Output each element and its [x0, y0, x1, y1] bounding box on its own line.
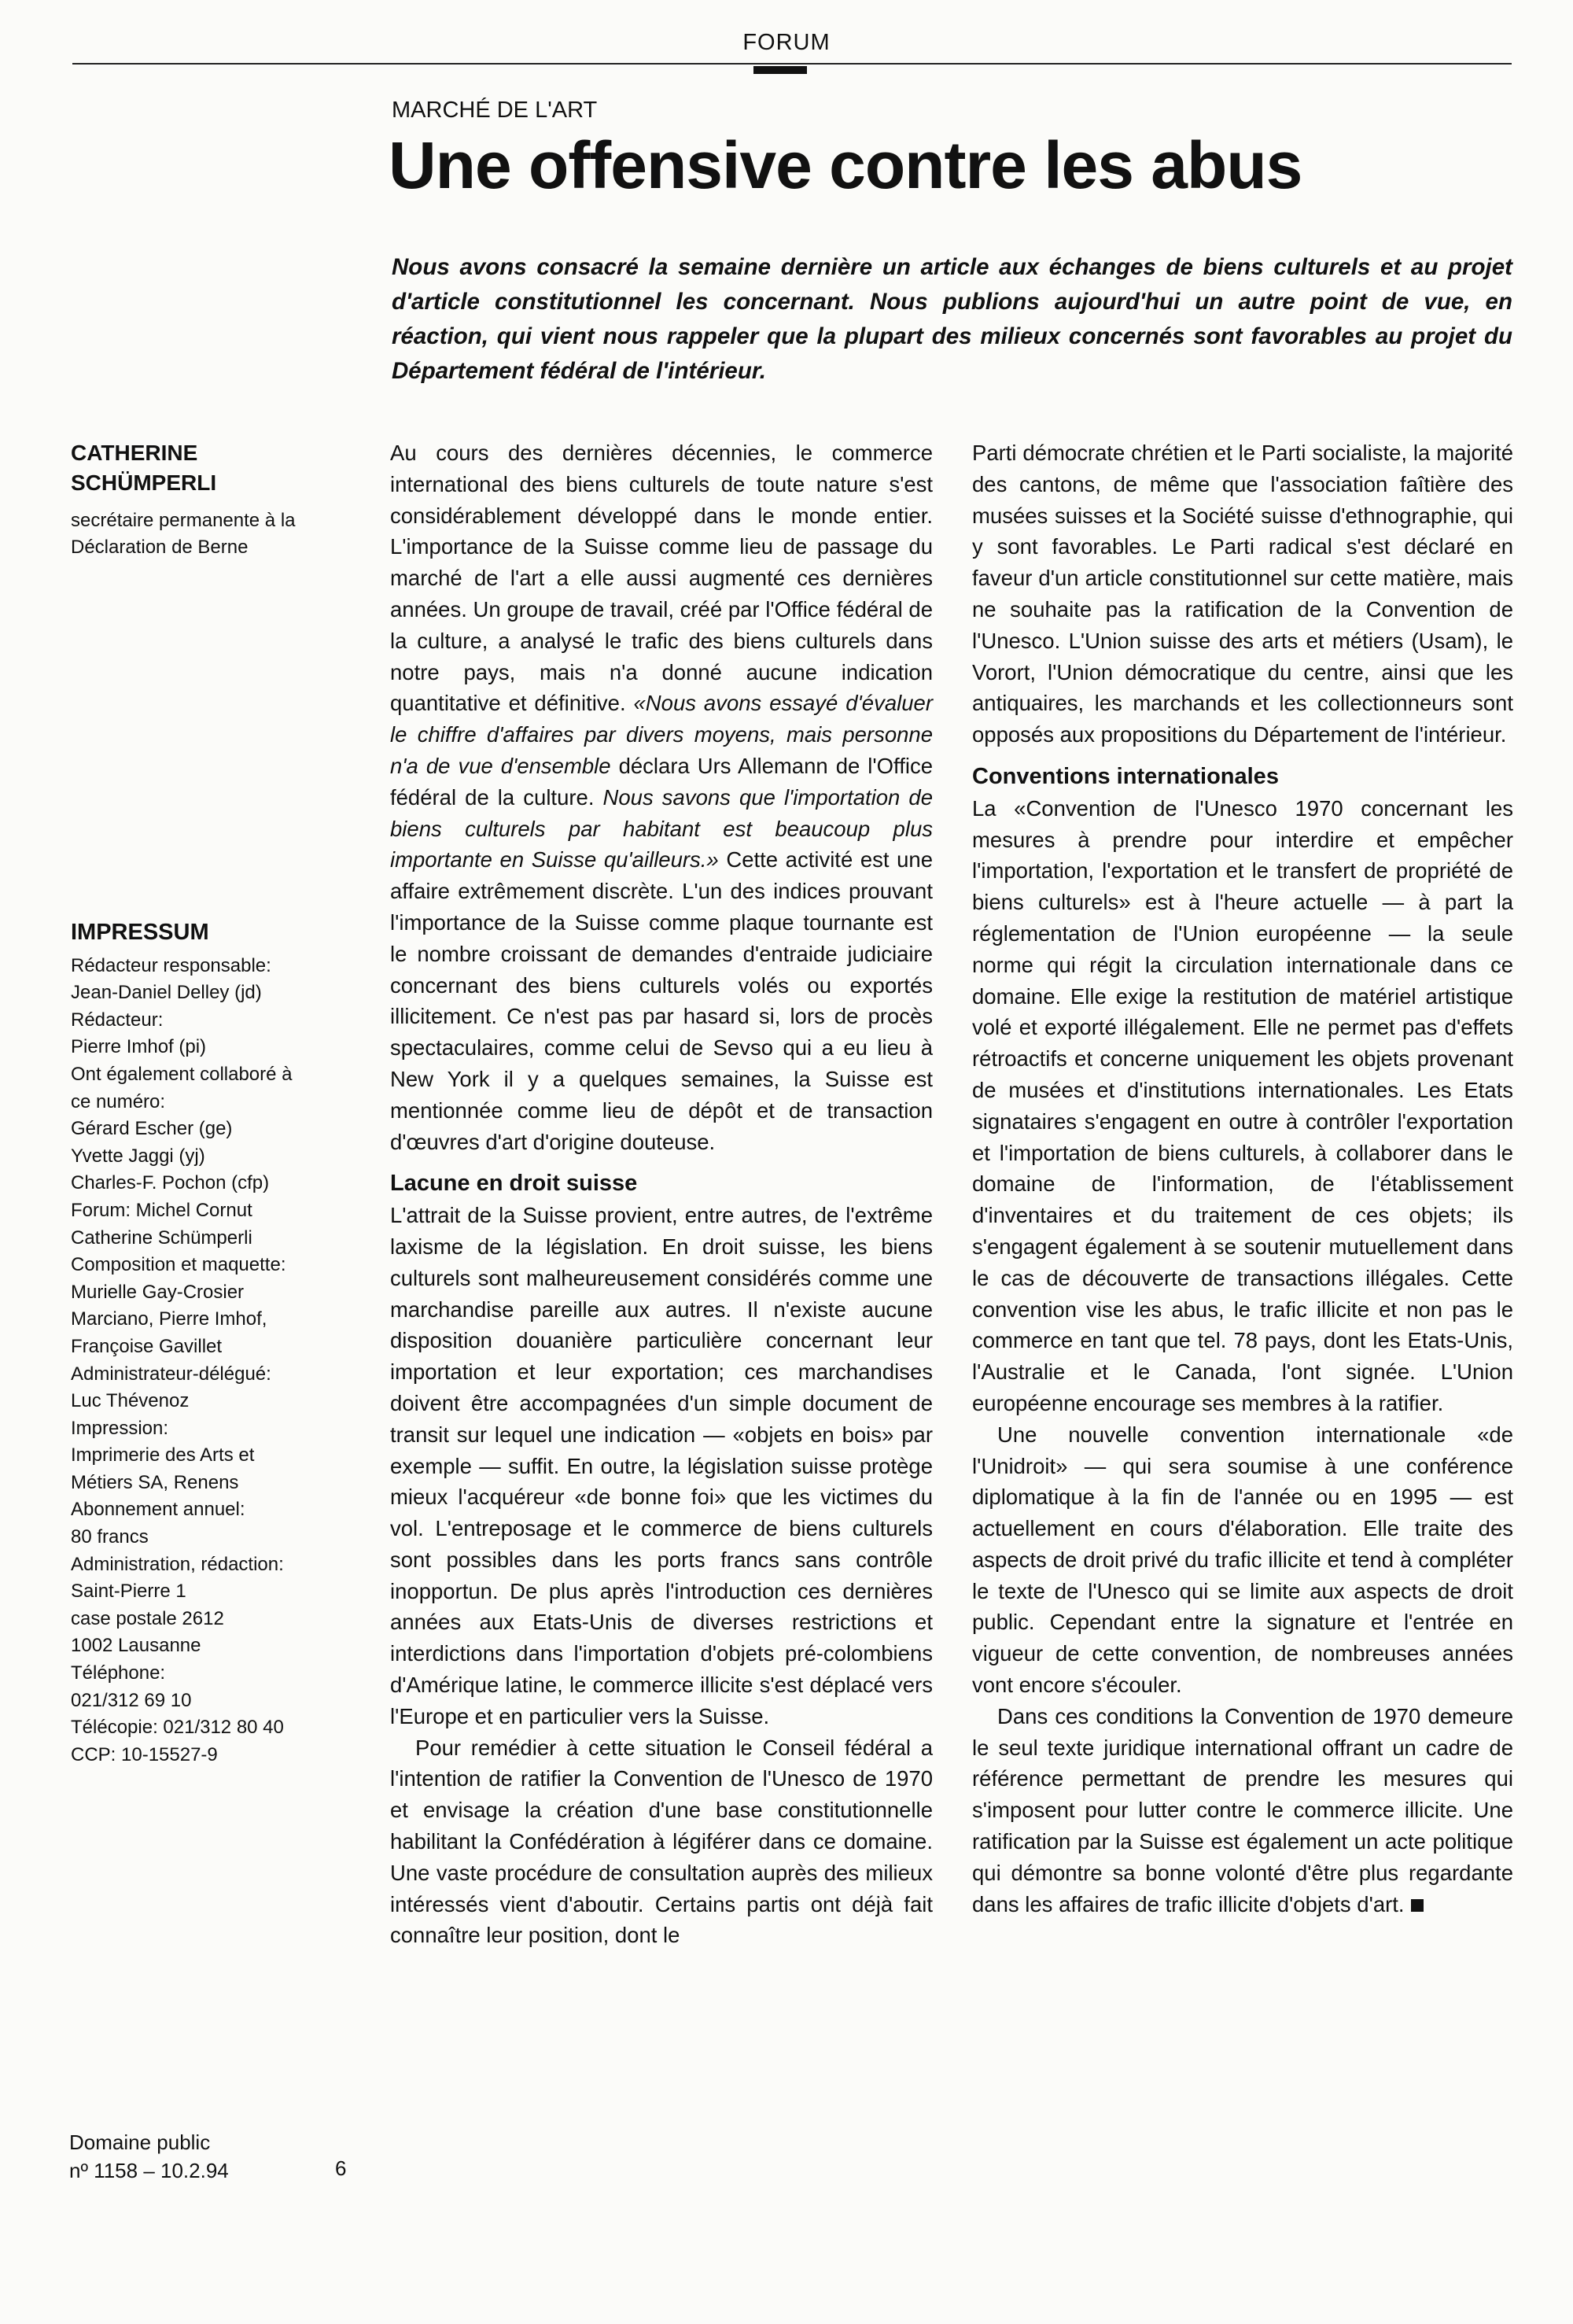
- impressum-line: Rédacteur:: [71, 1009, 164, 1031]
- header-rule-marker: [753, 66, 807, 74]
- impressum-line: Téléphone:: [71, 1662, 166, 1684]
- impressum-line: 80 francs: [71, 1526, 149, 1548]
- impressum-line: Ont également collaboré à: [71, 1063, 293, 1085]
- impressum-line: Saint-Pierre 1: [71, 1581, 186, 1603]
- impressum-line: Charles-F. Pochon (cfp): [71, 1172, 270, 1194]
- article-column-1: [390, 437, 933, 1951]
- paragraph-intro-text-e: Cette activité est une affaire extrêmement discrète. L'un des indices prouvant l'importance de la Suisse comme plaque tournante est le nombre croissant de demandes d'entraide judiciaire concernant des biens culturels volés ou exportés illicitement. Ce n'est pas par hasard si, lors de procès spectaculaires, comme celui de Sevso qui a eu lieu à New York il y a quelques semaines, la Suisse est mentionnée comme lieu de dépôt et de transaction d'œuvres d'art d'origine douteuse.: [390, 847, 933, 1154]
- impressum-line: Métiers SA, Renens: [71, 1471, 239, 1493]
- impressum-line: Jean-Daniel Delley (jd): [71, 982, 262, 1004]
- footer-publication: [69, 2128, 229, 2185]
- author-name-line1: CATHERINE: [71, 441, 198, 465]
- impressum-line: Catherine Schümperli: [71, 1227, 252, 1249]
- author-name: [71, 438, 216, 498]
- impressum-line: Administration, rédaction:: [71, 1553, 284, 1575]
- footer-publication-name: Domaine public: [69, 2130, 211, 2154]
- article-title: Une offensive contre les abus: [389, 128, 1302, 202]
- impressum-line: 021/312 69 10: [71, 1689, 192, 1711]
- impressum-heading: IMPRESSUM: [71, 920, 209, 945]
- impressum-line: Abonnement annuel:: [71, 1499, 245, 1521]
- impressum-line: Composition et maquette:: [71, 1254, 286, 1276]
- end-of-article-mark: [1411, 1899, 1424, 1912]
- impressum-line: Pierre Imhof (pi): [71, 1036, 207, 1058]
- impressum-line: Forum: Michel Cornut: [71, 1199, 252, 1221]
- section-label: FORUM: [742, 30, 831, 55]
- paragraph-intro-text-c: déclara Urs Allemann de l'Office fédéral de la culture.: [390, 753, 933, 810]
- subheading-conventions: Conventions internationales: [972, 763, 1279, 789]
- impressum-line: ce numéro:: [71, 1090, 166, 1112]
- article-lead: Nous avons consacré la semaine dernière un article aux échanges de biens culturels et au projet d'article constitutionnel les concernant. Nous publions aujourd'hui un autre point de vue, en réaction, qui vient nous rappeler que la plupart des milieux concernés sont favorables au projet du Département fédéral de l'intérieur.: [392, 254, 1512, 384]
- header-rule: [72, 63, 1512, 65]
- impressum-line: Murielle Gay-Crosier: [71, 1281, 245, 1303]
- impressum-line: Imprimerie des Arts et: [71, 1444, 255, 1466]
- subheading-lacune: Lacune en droit suisse: [390, 1171, 638, 1197]
- quote-allemann-1: «Nous avons essayé d'évaluer le chiffre d'affaires par divers moyens, mais personne n'a de vue d'ensemble: [390, 691, 933, 778]
- paragraph-remedy-continued: Parti démocrate chrétien et le Parti socialiste, la majorité des cantons, de même que l'association faîtière des musées suisses et la Société suisse d'ethnographie, qui y sont favorables. Le Parti radical s'est déclaré en faveur d'un article constitutionnel sur cette matière, mais ne souhaite pas la ratification de la Convention de l'Unesco. L'Union suisse des arts et métiers (Usam), le Vorort, l'Union démocratique du centre, ainsi que les antiquaires, les marchands et les collectionneurs sont opposés aux propositions du Département de l'intérieur.: [972, 441, 1513, 747]
- author-role: secrétaire permanente à la Déclaration de Berne: [71, 510, 296, 558]
- paragraph-conclusion: [972, 1701, 1513, 1920]
- article-kicker: MARCHÉ DE L'ART: [392, 98, 598, 123]
- page-number: 6: [335, 2156, 347, 2180]
- impressum-line: Télécopie: 021/312 80 40: [71, 1717, 284, 1739]
- paragraph-intro-text-a: Au cours des dernières décennies, le commerce international des biens culturels de toute nature s'est considérablement développé dans le monde entier. L'importance de la Suisse comme lieu de passage du marché de l'art a elle aussi augmenté ces dernières années. Un groupe de travail, créé par l'Office fédéral de la culture, a analysé le trafic des biens culturels dans notre pays, mais n'a donné aucune indication quantitative et définitive.: [390, 441, 933, 716]
- article-column-2: [972, 437, 1513, 1920]
- paragraph-intro: [390, 437, 933, 1157]
- paragraph-unidroit: Une nouvelle convention internationale «de l'Unidroit» — qui sera soumise à une conférence diplomatique à la fin de l'année ou en 1995 — est actuellement en cours d'élaboration. Elle traite des aspects de droit privé du trafic illicite et tend à compléter le texte de l'Unesco qui se limite aux aspects de droit public. Cependant entre la signature et l'entrée en vigueur de cette convention, de nombreuses années vont encore s'écouler.: [972, 1422, 1513, 1698]
- author-name-line2: SCHÜMPERLI: [71, 470, 217, 495]
- paragraph-unesco: La «Convention de l'Unesco 1970 concernant les mesures à prendre pour interdire et empêcher l'importation, l'exportation et le transfert de propriété de biens culturels» est à l'heure actuelle — à part la réglementation de l'Union européenne — la seule norme qui régit la circulation internationale dans ce domaine. Elle exige la restitution de matériel artistique volé et exporté illégalement. Elle ne permet pas d'effets rétroactifs et concerne uniquement les objets provenant de musées et d'institutions internationales. Les Etats signataires s'engagent en outre à contrôler l'exportation et l'importation de biens culturels, à collaborer dans le domaine de l'information, de l'établissement d'inventaires et du traitement de ces objets; ils s'engagent également à se soutenir mutuellement dans le cas de découverte de transactions illégales. Cette convention vise les abus, le trafic illicite et non pas le commerce en tant que tel. 78 pays, dont les Etats-Unis, l'Australie et le Canada, l'ont signée. L'Union européenne encourage ses membres à la ratifier.: [972, 795, 1513, 1415]
- impressum-line: 1002 Lausanne: [71, 1635, 201, 1657]
- impressum-line: Marciano, Pierre Imhof,: [71, 1308, 267, 1330]
- impressum-line: Luc Thévenoz: [71, 1390, 190, 1412]
- impressum-line: Impression:: [71, 1417, 169, 1439]
- footer-issue: nº 1158 – 10.2.94: [69, 2159, 229, 2182]
- quote-allemann-2: Nous savons que l'importation de biens culturels par habitant est beaucoup plus importante en Suisse qu'ailleurs.»: [390, 784, 933, 872]
- impressum-line: CCP: 10-15527-9: [71, 1743, 218, 1765]
- impressum-line: case postale 2612: [71, 1607, 224, 1629]
- impressum-line: Yvette Jaggi (yj): [71, 1145, 205, 1167]
- paragraph-lacune: L'attrait de la Suisse provient, entre autres, de l'extrême laxisme de la législation. En droit suisse, les biens culturels sont malheureusement considérés comme une marchandise pareille aux autres. Il n'existe aucune disposition douanière particulière concernant leur importation et leur exportation; ces marchandises doivent être accompagnées d'un simple document de transit sur lequel une indication — «objets en bois» par exemple — suffit. En outre, la législation suisse protège mieux l'acquéreur «de bonne foi» que les victimes du vol. L'entreposage et le commerce de biens culturels sont possibles dans les ports francs sans contrôle inopportun. De plus après l'introduction ces dernières années aux Etats-Unis de diverses restrictions et interdictions dans l'importation d'objets pré-colombiens d'Amérique latine, le commerce illicite s'est déplacé vers l'Europe et en particulier vers la Suisse.: [390, 1203, 933, 1728]
- impressum-line: Rédacteur responsable:: [71, 954, 271, 976]
- impressum-line: Gérard Escher (ge): [71, 1118, 233, 1140]
- impressum-line: Administrateur-délégué:: [71, 1363, 271, 1385]
- impressum-lines: [71, 953, 370, 1769]
- paragraph-conclusion-text: Dans ces conditions la Convention de 1970 demeure le seul texte juridique international offrant un cadre de référence permettant de prendre les mesures qui s'imposent pour lutter contre le commerce illicite. Une ratification par la Suisse est également un acte politique qui démontre sa bonne volonté d'être plus regardante dans les affaires de trafic illicite d'objets d'art.: [972, 1703, 1513, 1916]
- paragraph-remedy: Pour remédier à cette situation le Conseil fédéral a l'intention de ratifier la Convention de l'Unesco de 1970 et envisage la création d'une base constitutionnelle habilitant la Confédération à légiférer dans ce domaine. Une vaste procédure de consultation auprès des milieux intéressés vient d'aboutir. Certains partis ont déjà fait connaître leur position, dont le: [390, 1735, 933, 1948]
- impressum: [71, 919, 370, 1769]
- impressum-line: Françoise Gavillet: [71, 1335, 223, 1357]
